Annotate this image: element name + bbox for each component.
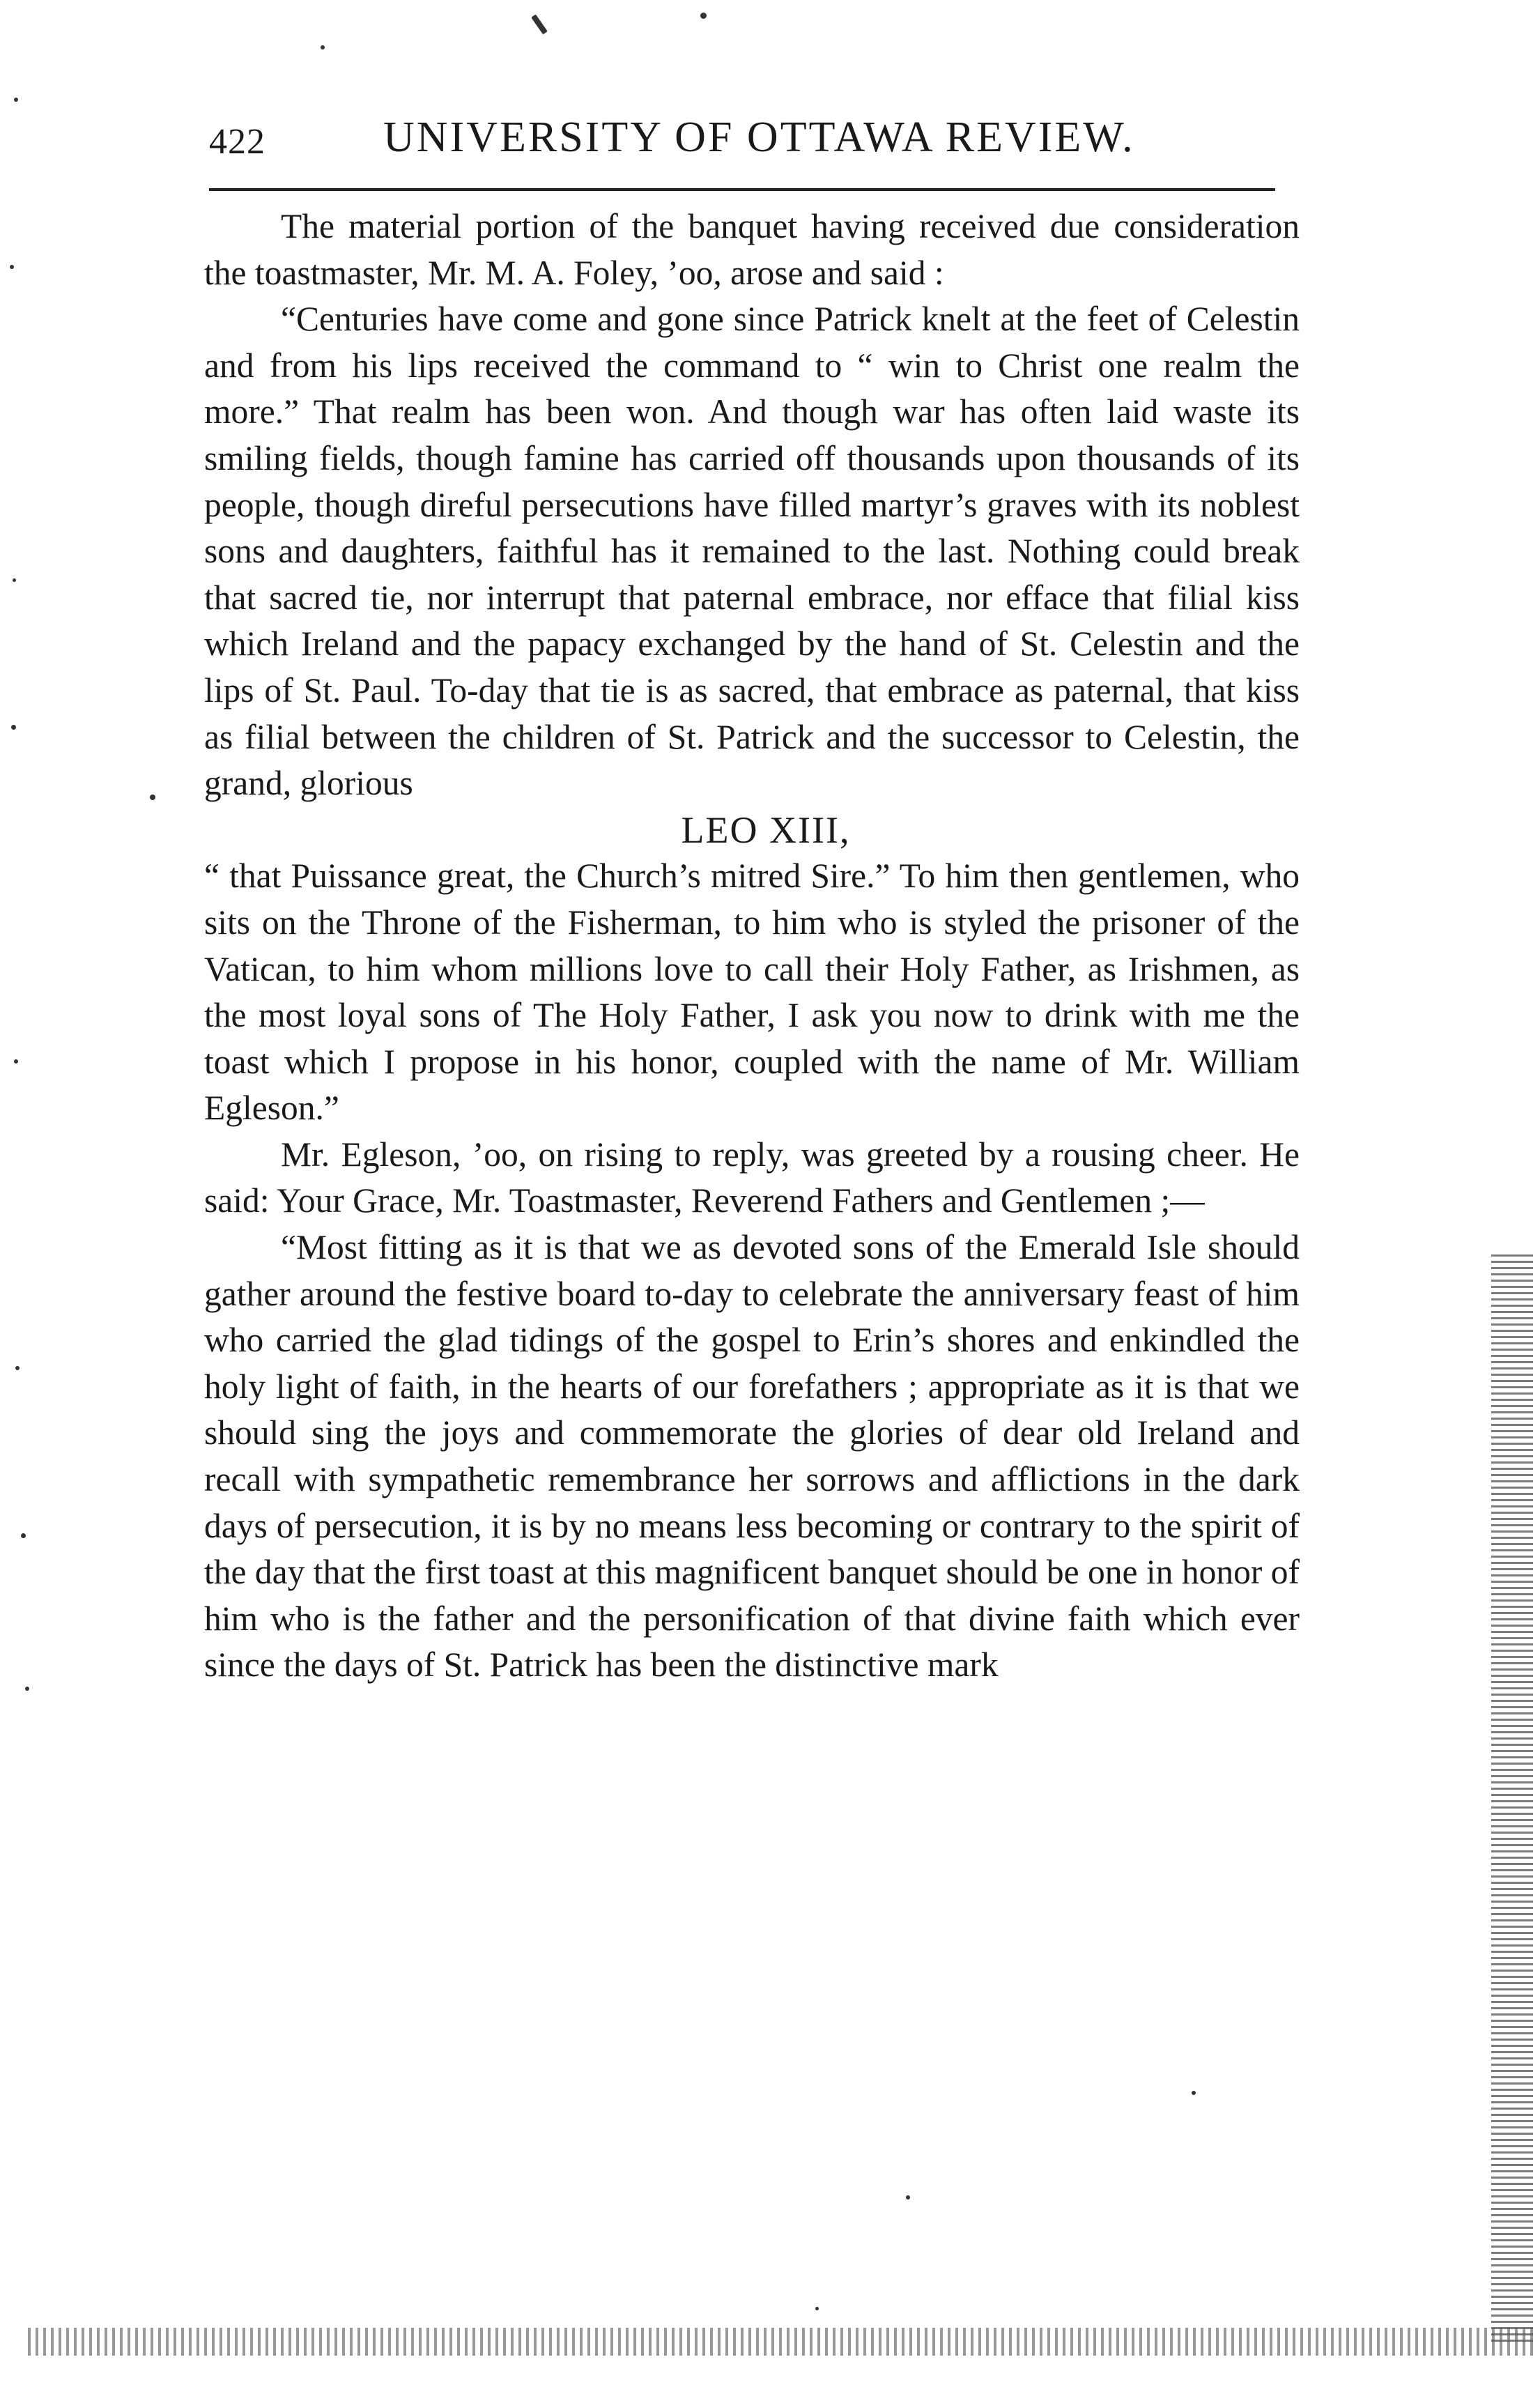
scan-speck [906, 2195, 910, 2200]
scan-speck [815, 2307, 819, 2310]
scan-speck [14, 98, 18, 102]
scan-speck [21, 1533, 26, 1538]
scan-speck [321, 45, 325, 49]
scan-speck [13, 578, 16, 582]
scan-bottom-noise [28, 2328, 1533, 2356]
scan-speck [150, 795, 155, 800]
paragraph-banquet-intro: The material portion of the banquet having received due consideration the toastmaster, Mr. M. A. Foley, ’oo, arose and said : [204, 207, 1300, 292]
heading-leo-xiii: LEO XIII, [681, 808, 851, 851]
header-rule [209, 188, 1275, 191]
scan-speck [10, 265, 14, 269]
scan-speck [25, 1687, 29, 1691]
paragraph-toast-proposal: “ that Puissance great, the Church’s mitred Sire.” To him then gentlemen, who sits on the Throne of the Fisherman, to him who is styled the prisoner of the Vatican, to him whom millions love to call their Holy Father, as Irishmen, as the most loyal sons of The Holy Father, I ask you now to drink with me the toast which I propose in his honor, coupled with the name of Mr. William Egleson.” [204, 857, 1300, 1128]
page-number: 422 [209, 122, 265, 162]
paragraph-egleson-reply: Mr. Egleson, ’oo, on rising to reply, was greeted by a rousing cheer. He said: Your Grace, Mr. Toastmaster, Reverend Fathers and Gentlemen ;— [204, 1135, 1300, 1220]
paragraph-foley-speech: “Centuries have come and gone since Patrick knelt at the feet of Celestin and from his lips received the command to “ win to Christ one realm the more.” That realm has been won. And though war has often laid waste its smiling fields, though famine has carried off thousands upon thousands of its people, though direful persecutions have filled martyr’s graves with its noblest sons and daughters, faithful has it remained to the last. Nothing could break that sacred tie, nor interrupt that paternal embrace, nor efface that filial kiss which Ireland and the papacy exchanged by the hand of St. Celestin and the lips of St. Paul. To-day that tie is as sacred, that embrace as paternal, that kiss as filial between the children of St. Patrick and the successor to Celestin, the grand, glorious [204, 300, 1300, 803]
scan-speck [700, 13, 707, 19]
scan-speck [15, 1366, 20, 1370]
body-text [204, 204, 1300, 1689]
paragraph-egleson-speech: “Most fitting as it is that we as devoted sons of the Emerald Isle should gather around the festive board to-day to celebrate the anniversary feast of him who carried the glad tidings of the gospel to Erin’s shores and enkindled the holy light of faith, in the hearts of our forefathers ; appropriate as it is that we should sing the joys and commemorate the glories of dear old Ireland and recall with sympathetic remembrance her sorrows and afflictions in the dark days of persecution, it is by no means less becoming or contrary to the spirit of the day that the first toast at this magnificent banquet should be one in honor of him who is the father and the personification of that divine faith which ever since the days of St. Patrick has been the distinctive mark [204, 1228, 1300, 1684]
scan-speck [1192, 2091, 1196, 2095]
scan-speck [11, 725, 16, 730]
scan-speck [531, 14, 548, 34]
scan-speck [14, 1059, 18, 1064]
scan-edge-noise [1491, 1254, 1533, 2342]
running-head: UNIVERSITY OF OTTAWA REVIEW. [383, 114, 1135, 161]
page-header [209, 113, 1296, 176]
